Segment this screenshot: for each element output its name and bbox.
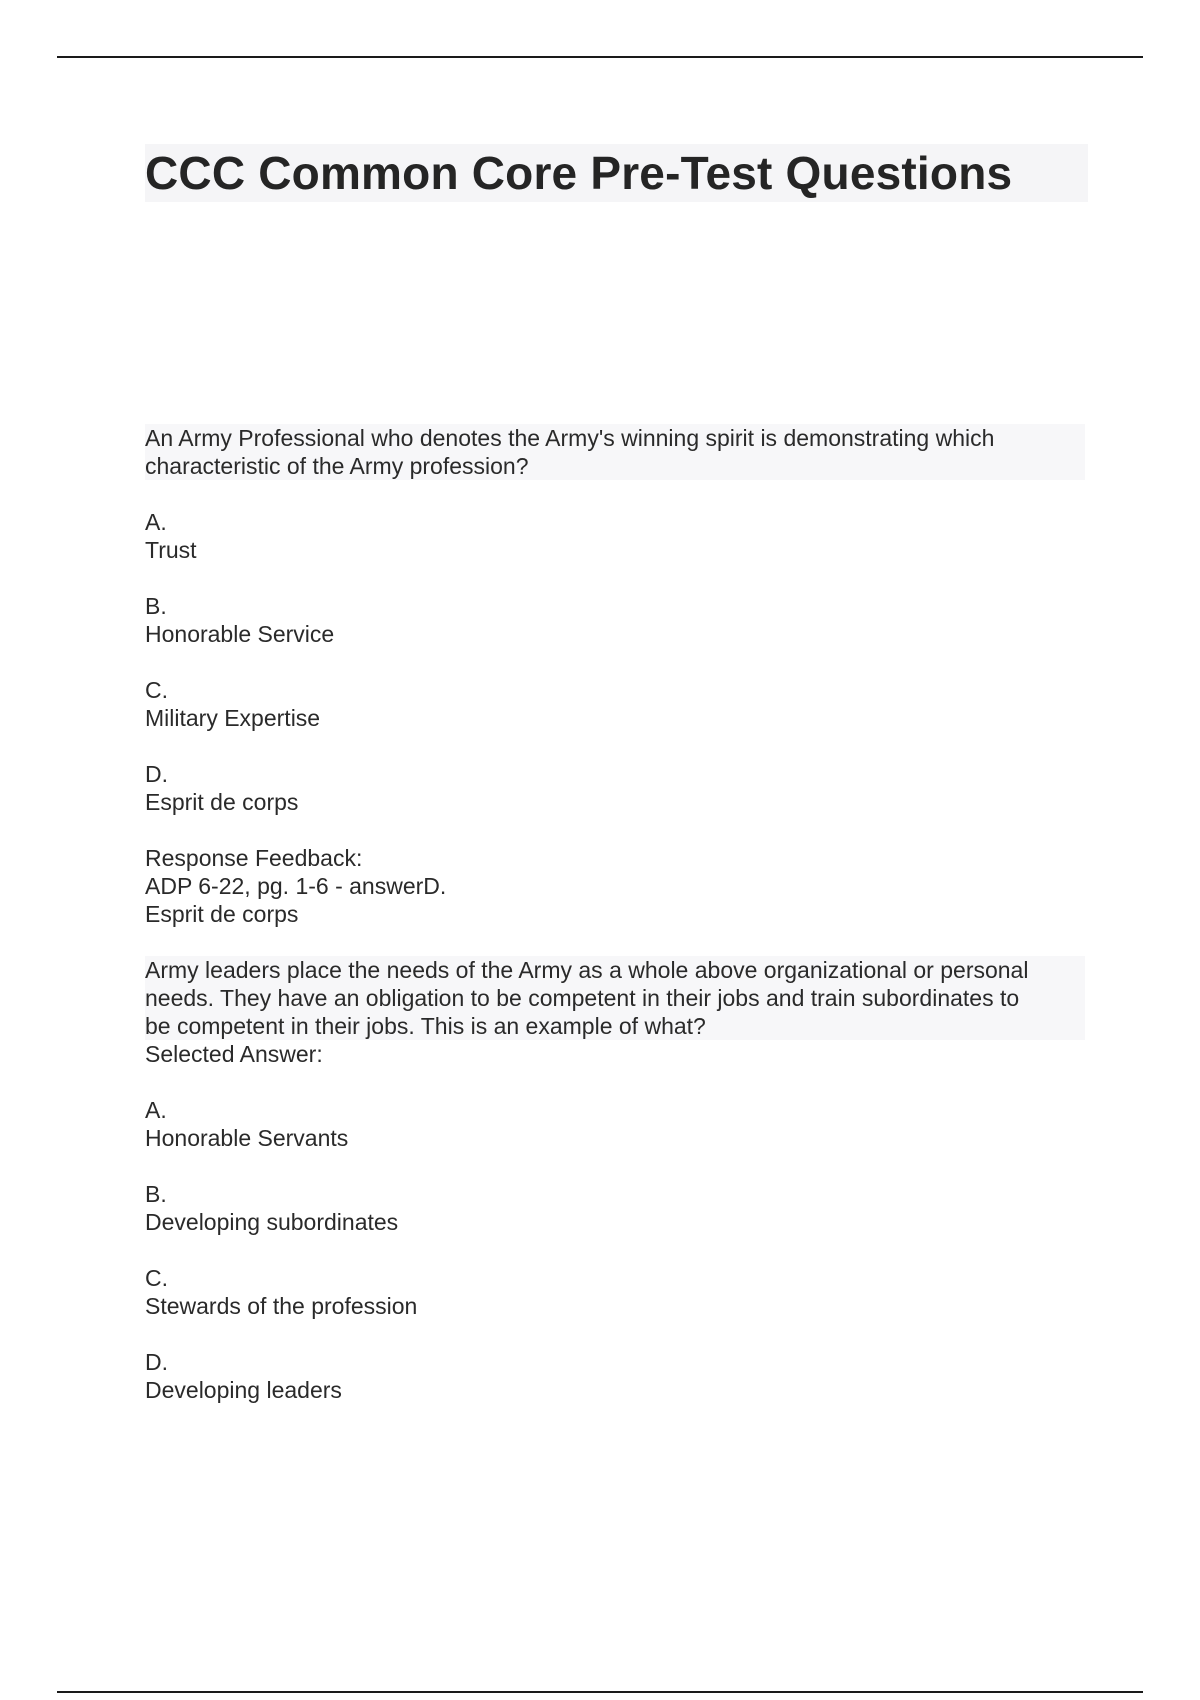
question-prompt <box>145 424 1085 480</box>
response-feedback <box>145 844 1085 928</box>
prompt-line: characteristic of the Army profession? <box>145 452 1085 480</box>
prompt-line: Army leaders place the needs of the Army as a whole above organizational or personal <box>145 956 1085 984</box>
option-letter: A. <box>145 1097 167 1123</box>
option-text: Military Expertise <box>145 705 321 731</box>
option-letter: B. <box>145 1181 167 1207</box>
answer-option <box>145 760 1085 816</box>
feedback-answer: Esprit de corps <box>145 901 299 927</box>
answer-option <box>145 1096 1085 1152</box>
answer-option <box>145 1348 1085 1404</box>
option-letter: A. <box>145 509 167 535</box>
option-letter: B. <box>145 593 167 619</box>
answer-option <box>145 676 1085 732</box>
option-text: Honorable Servants <box>145 1125 349 1151</box>
top-rule <box>57 56 1143 58</box>
option-letter: D. <box>145 1349 168 1375</box>
option-text: Trust <box>145 537 197 563</box>
prompt-line: needs. They have an obligation to be competent in their jobs and train subordinates to <box>145 984 1085 1012</box>
prompt-line: An Army Professional who denotes the Army's winning spirit is demonstrating which <box>145 424 1085 452</box>
answer-option <box>145 592 1085 648</box>
prompt-line: be competent in their jobs. This is an example of what? <box>145 1012 1085 1040</box>
option-letter: D. <box>145 761 168 787</box>
option-text: Esprit de corps <box>145 789 299 815</box>
answer-option <box>145 1264 1085 1320</box>
option-text: Stewards of the profession <box>145 1293 418 1319</box>
question-prompt <box>145 956 1085 1068</box>
option-letter: C. <box>145 677 168 703</box>
question-block <box>145 956 1085 1404</box>
feedback-label: Response Feedback: <box>145 845 363 871</box>
question-block <box>145 424 1085 928</box>
feedback-reference: ADP 6-22, pg. 1-6 - answerD. <box>145 873 447 899</box>
option-text: Developing leaders <box>145 1377 342 1403</box>
option-letter: C. <box>145 1265 168 1291</box>
answer-option <box>145 1180 1085 1236</box>
bottom-rule <box>57 1691 1143 1693</box>
option-text: Honorable Service <box>145 621 335 647</box>
document-body <box>145 424 1085 1432</box>
selected-answer-label: Selected Answer: <box>145 1041 323 1067</box>
option-text: Developing subordinates <box>145 1209 399 1235</box>
page-title: CCC Common Core Pre-Test Questions <box>145 147 1013 199</box>
answer-option <box>145 508 1085 564</box>
